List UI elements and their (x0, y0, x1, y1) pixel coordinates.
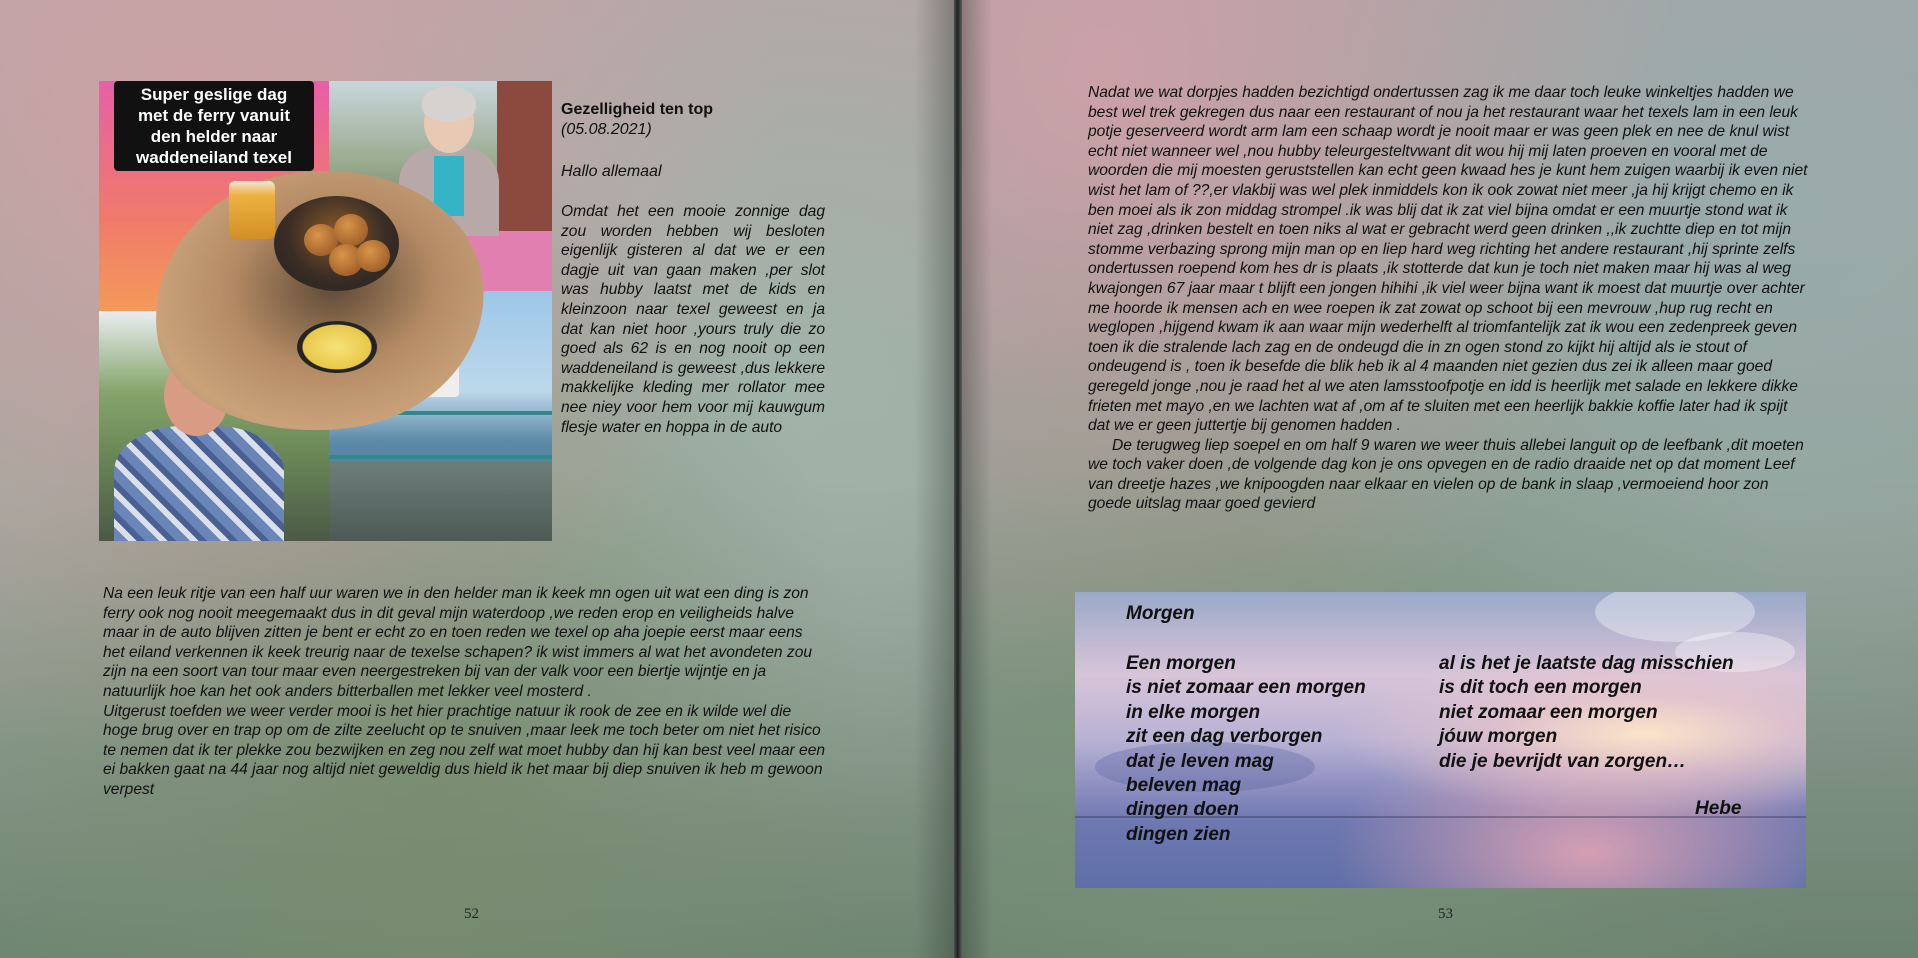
poem-column-left (1126, 652, 1366, 847)
poem-line: dingen zien (1126, 823, 1231, 845)
page-right (962, 0, 1918, 958)
bitterballen-bowl-image (274, 196, 399, 291)
paragraph: Na een leuk ritje van een half uur waren we in den helder man ik keek mn ogen uit wat een ding is zon ferry ook nog nooit meegemaakt dus in dit geval mijn waterdoop ,we reden erop en veiligheids halve maar in de auto blijven zitten je bent er echt zo en toen reden we texel op aha joepie eerst maar eens het eiland verkennen ik keek treurig naar de texelse schapen? ik wist immers al wat het avondeten zou zijn na een soort van tour maar even neergestreken bij van der valk voor een biertje wijntje en ja natuurlijk hoe kan het ook anders bitterballen met lekker veel mosterd . (103, 585, 813, 700)
body-text-left (103, 584, 827, 800)
poem-line: dingen doen (1126, 799, 1239, 821)
mustard-dish-image (297, 321, 377, 373)
poem-line: beleven mag (1126, 775, 1242, 797)
paragraph: De terugweg liep soepel en om half 9 waren we weer thuis allebei languit op de leefbank ,dit moeten we toch vaker doen ,de volgende dag kon je ons opvegen en de radio draaide net op dat moment Leef van dreetje hazes ,we knipoogden naar elkaar en vielen op de bank in slaap ,vermoeiend hoor zon goede uitslag maar goed gevierd (1088, 436, 1804, 513)
intro-paragraph: Omdat het een mooie zonnige dag zou worden hebben wij besloten eigenlijk gisteren al dat we er een dagje uit van gaan maken ,per slot was hubby laatst met de kids en kleinzoon naar texel geweest en ja dat kan niet hoor ,yours truly die zo goed als 62 is en nog nooit op een waddeneiland is geweest ,dus lekkere makkelijke kleding mer rollator mee nee niey voor hem voor mij kauwgum flesje water en hoppa in de auto (561, 203, 825, 436)
poem-column-right (1439, 652, 1734, 774)
collage-banner (114, 81, 314, 171)
poem-line: niet zomaar een morgen (1439, 701, 1658, 723)
poem-line: jóuw morgen (1439, 726, 1558, 748)
entry-greeting: Hallo allemaal (561, 163, 662, 180)
poem-line: zit een dag verborgen (1126, 726, 1323, 748)
poem-line: al is het je laatste dag misschien (1439, 653, 1734, 674)
banner-line: waddeneiland texel (136, 148, 292, 167)
page-left (0, 0, 954, 958)
entry-date: (05.08.2021) (561, 121, 652, 138)
entry-title: Gezelligheid ten top (561, 101, 714, 118)
page-number: 52 (464, 906, 479, 922)
poem-line: die je bevrijdt van zorgen… (1439, 750, 1687, 772)
poem-line: in elke morgen (1126, 701, 1261, 723)
paragraph: Nadat we wat dorpjes hadden bezichtigd ondertussen zag ik me daar toch leuke winkeltjes hadden we best wel trek gekregen dus naar een restaurant of nou ja het restaurant waar het texels lam in een leuk potje geserveerd wordt arm lam een schaap wordt je nooit maar er was geen plek en nee de knul wist echt niet wanneer wel ,nou hubby teleurgesteltvwant dit wou hij mij laten proeven en vooral met de woorden die mij moesten geruststellen kan echt geen kwaad hes je kunt hem zuigen waarbij ik even niet wist het lam of ??,er vlakbij was wel plek inmiddels kon ik ook zowat niet meer ,ja hij krijgt chemo en ik ben moei als ik zon middag strompel .ik was blij dat ik zat viel bijna omdat er een muurtje stond wat ik niet zag ,drinken bestelt en toen niks al wat er gebracht werd geen drinken ,,ik zuchtte diep en tot mijn stomme verbazing sprong mijn man op en liep hard weg richting het andere restaurant ,hij sprinte zelfs ondertussen roepend kom hes dr is plaats ,ik stotterde dat kun je toch niet maken maar hij was al weg kwajongen 67 jaar maar t blijft een jongen hihihi ,ik viel weer bijna want ik moest dat muurtje over achter me hoorde ik mensen ach en wee roepen ik zat zowat op schoot bij een mevrouw ,hup rug recht en weglopen ,hijgend kwam ik aan waar mijn wederhelft al triomfantelijk zat ik wou een zedenpreek geven toen ik die stralende lach zag en de ondeugd die in zn ogen stond zo kijkt hij altijd als ie stout of ondeugend is , toen ik besefde die blik heb ik al 4 maanden niet gezien dus zei ik alleen maar goed geregeld jonge ,nou je raad het al we aten lamsstoofpotje en idd is heerlijk met salade en lekkere dikke frieten met mayo ,en we lachten wat af ,om af te sluiten met een heerlijk bakkie koffie later had ik spijt dat we er geen juttertje bij genomen hadden . (1088, 84, 1808, 435)
banner-line: met de ferry vanuit (137, 106, 291, 125)
banner-line: Super geslige dag (140, 85, 288, 104)
poem-box (1075, 592, 1806, 888)
poem-line: is niet zomaar een morgen (1126, 677, 1366, 699)
poem-line: Een morgen (1126, 653, 1236, 674)
poem-line: is dit toch een morgen (1439, 677, 1642, 699)
page-number: 53 (1438, 906, 1453, 922)
poem-title: Morgen (1126, 603, 1195, 624)
book-gutter (954, 0, 962, 958)
banner-line: den helder naar (150, 127, 278, 146)
poem-author: Hebe (1695, 798, 1742, 819)
poem-line: dat je leven mag (1126, 750, 1274, 772)
paragraph: Uitgerust toefden we weer verder mooi is het hier prachtige natuur ik rook de zee en ik wilde wel die hoge brug over en trap op om de zilte zeelucht op te snuiven ,maar leek me toch beter om niet het risico te nemen dat ik ter plekke zou bezwijken en zeg nou zelf wat moet hubby dan hij kan best veel maar een ei bakken gaat na 44 jaar nog altijd niet geweldig dus hield ik het maar bij diep snuiven ik heb m gewoon verpest (103, 702, 826, 798)
beer-glass-image (229, 181, 275, 239)
photo-collage (99, 81, 552, 541)
body-text-right (1088, 83, 1810, 514)
